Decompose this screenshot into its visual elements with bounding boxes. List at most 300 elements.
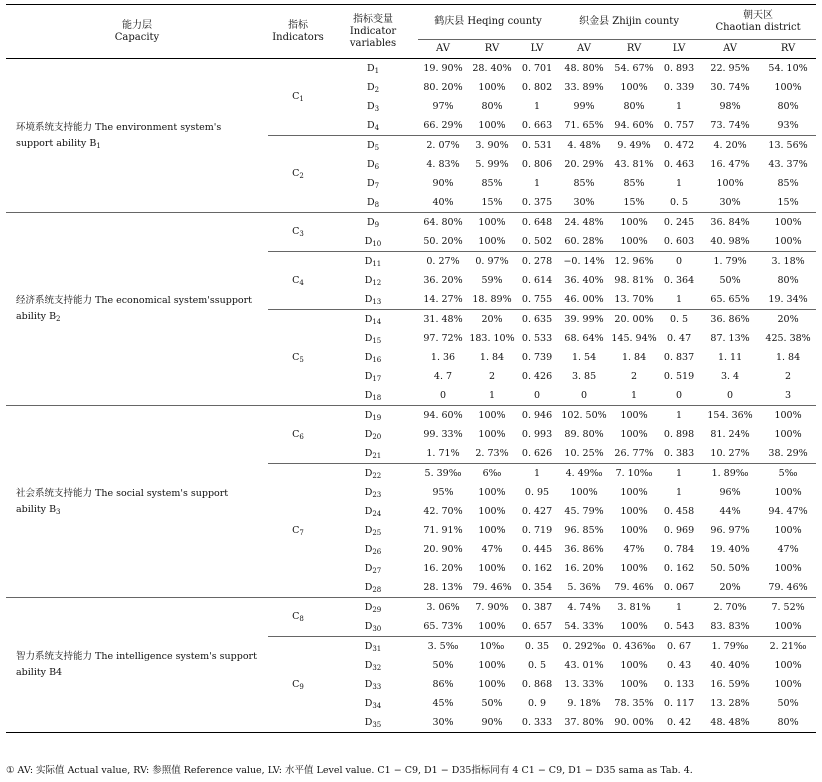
variable-subscript: 8 [374, 200, 380, 209]
variable-cell [328, 637, 418, 657]
variable-cell [328, 713, 418, 733]
value-cell-zhijin-av: 48. 80% [564, 62, 604, 74]
variable-cell [328, 540, 418, 559]
variable-cell [328, 213, 418, 233]
variable-subscript: 16 [372, 355, 382, 364]
value-cell-heqing-lv: 0. 278 [521, 255, 553, 267]
value-cell-zhijin-lv: 0. 364 [663, 274, 695, 286]
variable-cell [328, 483, 418, 502]
value-cell-heqing-av: 80. 20% [423, 81, 463, 93]
value-cell-zhijin-lv: 1 [676, 177, 683, 189]
value-cell-chaotian-rv: 2 [785, 370, 792, 382]
value-cell-zhijin-lv: 0. 969 [663, 524, 695, 536]
value-cell-heqing-lv: 0. 806 [521, 158, 553, 170]
capacity-subscript-b3: 3 [56, 507, 61, 516]
value-cell-heqing-rv: 0. 97% [475, 255, 509, 267]
value-cell-heqing-rv: 1. 84 [479, 351, 505, 363]
value-cell-chaotian-av: 3. 4 [720, 370, 740, 382]
value-cell-heqing-rv: 100% [478, 409, 506, 421]
value-cell-chaotian-rv: 100% [774, 81, 802, 93]
value-cell-zhijin-av: 100% [570, 486, 598, 498]
value-cell-zhijin-rv: 26. 77% [610, 444, 658, 464]
value-cell-zhijin-lv: 1 [658, 290, 700, 310]
indicator-letter: C [292, 274, 300, 286]
indicator-cell-c1 [268, 59, 328, 136]
capacity-cell-b4 [6, 598, 268, 733]
variable-subscript: 6 [374, 162, 380, 171]
value-cell-chaotian-rv: 100% [774, 562, 802, 574]
value-cell-zhijin-av: 0. 292‰ [562, 640, 606, 652]
value-cell-zhijin-av: 102. 50% [561, 409, 607, 421]
variable-subscript: 21 [372, 451, 382, 460]
variable-subscript: 31 [372, 644, 382, 653]
value-cell-heqing-av: 94. 60% [423, 409, 463, 421]
variable-subscript: 20 [372, 432, 382, 441]
variable-letter: D [366, 139, 375, 151]
value-cell-heqing-av: 36. 20% [423, 274, 463, 286]
value-cell-zhijin-lv: 0. 603 [658, 232, 700, 252]
value-cell-zhijin-av: 39. 99% [564, 313, 604, 325]
value-cell-chaotian-rv: 80% [777, 100, 799, 112]
value-cell-heqing-rv: 15% [468, 193, 516, 213]
capacity-table [6, 4, 816, 733]
variable-subscript: 28 [372, 585, 382, 594]
value-cell-heqing-lv: 0. 387 [521, 601, 553, 613]
variable-letter: D [364, 659, 373, 671]
value-cell-zhijin-lv: 0. 67 [666, 640, 692, 652]
value-cell-heqing-av: 28. 13% [418, 578, 468, 598]
value-cell-zhijin-rv: 20. 00% [614, 313, 654, 325]
variable-subscript: 33 [372, 682, 382, 691]
value-cell-heqing-av: 97% [432, 100, 454, 112]
value-cell-chaotian-rv: 80% [760, 713, 816, 733]
value-cell-heqing-rv: 100% [468, 232, 516, 252]
variable-subscript: 1 [374, 66, 380, 75]
value-cell-zhijin-rv: 80% [623, 100, 645, 112]
indicator-subscript: 1 [299, 95, 304, 103]
value-cell-chaotian-av: 10. 27% [700, 444, 760, 464]
variable-letter: D [364, 697, 373, 709]
value-cell-zhijin-lv: 1 [676, 409, 683, 421]
variable-letter: D [364, 274, 373, 286]
variable-cell [328, 232, 418, 252]
value-cell-heqing-av: 20. 90% [423, 543, 463, 555]
variable-letter: D [364, 467, 373, 479]
value-cell-heqing-lv: 0. 701 [521, 62, 553, 74]
value-cell-heqing-lv: 0. 531 [521, 139, 553, 151]
header-indicators-en: Indicators [272, 31, 324, 43]
value-cell-heqing-rv: 47% [481, 543, 503, 555]
value-cell-heqing-av: 2. 07% [426, 139, 460, 151]
value-cell-chaotian-av: 22. 95% [710, 62, 750, 74]
indicator-cell-c5 [268, 310, 328, 406]
value-cell-chaotian-av: 20% [700, 578, 760, 598]
value-cell-zhijin-rv: 15% [610, 193, 658, 213]
col-av: AV [418, 40, 468, 59]
value-cell-chaotian-rv: 100% [774, 409, 802, 421]
value-cell-heqing-rv: 100% [478, 486, 506, 498]
value-cell-zhijin-lv: 1 [676, 486, 683, 498]
value-cell-zhijin-av: 5. 36% [558, 578, 610, 598]
value-cell-chaotian-rv: 50% [777, 697, 799, 709]
value-cell-heqing-lv: 0. 445 [521, 543, 553, 555]
value-cell-heqing-rv: 100% [478, 428, 506, 440]
value-cell-heqing-lv: 0. 5 [527, 659, 547, 671]
header-variables-cn: 指标变量 [353, 13, 393, 25]
value-cell-zhijin-av: 96. 85% [564, 524, 604, 536]
variable-cell [328, 59, 418, 79]
variable-subscript: 26 [372, 547, 382, 556]
indicator-subscript: 8 [299, 615, 304, 623]
value-cell-chaotian-av: 40. 98% [700, 232, 760, 252]
value-cell-chaotian-av: 36. 86% [710, 313, 750, 325]
value-cell-zhijin-av: 89. 80% [564, 428, 604, 440]
value-cell-zhijin-av: 68. 64% [564, 332, 604, 344]
value-cell-heqing-av: 99. 33% [423, 428, 463, 440]
value-cell-zhijin-lv: 1 [676, 467, 683, 479]
value-cell-zhijin-rv: 79. 46% [610, 578, 658, 598]
value-cell-heqing-lv: 0. 663 [516, 116, 558, 136]
indicator-cell-c9 [268, 637, 328, 733]
variable-cell [328, 694, 418, 713]
variable-cell [328, 329, 418, 348]
value-cell-heqing-av: 50% [432, 659, 454, 671]
value-cell-heqing-rv: 7. 90% [475, 601, 509, 613]
variable-subscript: 22 [372, 471, 382, 480]
value-cell-heqing-rv: 100% [478, 562, 506, 574]
value-cell-chaotian-av: 16. 59% [710, 678, 750, 690]
value-cell-zhijin-av: 71. 65% [558, 116, 610, 136]
variable-subscript: 4 [374, 123, 380, 132]
value-cell-zhijin-rv: 1. 84 [621, 351, 647, 363]
variable-subscript: 7 [374, 181, 380, 190]
variable-letter: D [366, 62, 375, 74]
variable-cell [328, 578, 418, 598]
value-cell-chaotian-rv: 20% [777, 313, 799, 325]
value-cell-zhijin-lv: 0. 43 [666, 659, 692, 671]
variable-cell [328, 406, 418, 426]
value-cell-zhijin-av: 30% [558, 193, 610, 213]
value-cell-zhijin-rv: 2 [631, 370, 638, 382]
value-cell-heqing-av: 0 [418, 386, 468, 406]
value-cell-heqing-rv: 5. 99% [475, 158, 509, 170]
value-cell-chaotian-rv: 100% [774, 486, 802, 498]
value-cell-heqing-av: 4. 83% [426, 158, 460, 170]
value-cell-zhijin-lv: 1 [676, 100, 683, 112]
value-cell-chaotian-rv: 100% [774, 428, 802, 440]
value-cell-heqing-lv: 0. 502 [516, 232, 558, 252]
value-cell-zhijin-lv: 0. 117 [663, 697, 695, 709]
value-cell-chaotian-av: 19. 40% [710, 543, 750, 555]
variable-subscript: 12 [372, 278, 382, 287]
value-cell-zhijin-rv: 100% [610, 617, 658, 637]
value-cell-zhijin-rv: 9. 49% [617, 139, 651, 151]
value-cell-zhijin-rv: 0. 436‰ [612, 640, 656, 652]
value-cell-zhijin-rv: 145. 94% [611, 332, 657, 344]
variable-letter: D [364, 428, 373, 440]
variable-cell [328, 97, 418, 116]
variable-cell [328, 155, 418, 174]
header-variables-en: Indicator variables [349, 25, 397, 49]
value-cell-zhijin-lv: 0. 519 [663, 370, 695, 382]
value-cell-heqing-rv: 100% [478, 216, 506, 228]
indicator-subscript: 3 [299, 230, 304, 238]
value-cell-heqing-lv: 0. 993 [521, 428, 553, 440]
variable-subscript: 9 [374, 220, 380, 229]
capacity-cell-b1 [6, 59, 268, 213]
value-cell-zhijin-rv: 100% [610, 232, 658, 252]
value-cell-heqing-av: 50. 20% [418, 232, 468, 252]
value-cell-zhijin-lv: 0. 5 [658, 193, 700, 213]
value-cell-zhijin-lv: 0. 133 [663, 678, 695, 690]
value-cell-chaotian-av: 0 [700, 386, 760, 406]
value-cell-heqing-av: 45% [432, 697, 454, 709]
value-cell-chaotian-av: 13. 28% [710, 697, 750, 709]
value-cell-heqing-lv: 0. 427 [521, 505, 553, 517]
value-cell-zhijin-rv: 85% [623, 177, 645, 189]
value-cell-heqing-lv: 1 [533, 467, 541, 479]
value-cell-zhijin-av: 13. 33% [564, 678, 604, 690]
value-cell-heqing-rv: 183. 10% [469, 332, 515, 344]
value-cell-zhijin-av: 37. 80% [558, 713, 610, 733]
variable-cell [328, 598, 418, 618]
value-cell-heqing-lv: 0. 9 [527, 697, 547, 709]
indicator-letter: C [292, 428, 300, 440]
value-cell-zhijin-lv: 0. 47 [666, 332, 692, 344]
value-cell-heqing-av: 1. 71% [418, 444, 468, 464]
value-cell-heqing-av: 71. 91% [423, 524, 463, 536]
variable-cell [328, 386, 418, 406]
value-cell-heqing-av: 5. 39‰ [424, 467, 462, 479]
value-cell-zhijin-rv: 94. 60% [610, 116, 658, 136]
value-cell-chaotian-rv: 54. 10% [768, 62, 808, 74]
variable-letter: D [364, 543, 373, 555]
col-rv: RV [468, 40, 516, 59]
value-cell-heqing-av: 4. 7 [433, 370, 453, 382]
variable-letter: D [366, 158, 375, 170]
value-cell-chaotian-av: 30. 74% [710, 81, 750, 93]
value-cell-heqing-lv: 0. 648 [521, 216, 553, 228]
value-cell-zhijin-av: 24. 48% [564, 216, 604, 228]
variable-letter: D [364, 524, 373, 536]
value-cell-heqing-rv: 100% [478, 524, 506, 536]
value-cell-zhijin-lv: 0. 898 [663, 428, 695, 440]
value-cell-chaotian-rv: 19. 34% [760, 290, 816, 310]
value-cell-chaotian-av: 81. 24% [710, 428, 750, 440]
value-cell-chaotian-rv: 43. 37% [768, 158, 808, 170]
variable-letter: D [364, 716, 373, 728]
footnote [6, 765, 816, 777]
value-cell-heqing-rv: 20% [481, 313, 503, 325]
value-cell-chaotian-rv: 2. 21‰ [769, 640, 807, 652]
value-cell-heqing-lv: 0. 719 [521, 524, 553, 536]
value-cell-chaotian-rv: 93% [760, 116, 816, 136]
value-cell-heqing-av: 0. 27% [426, 255, 460, 267]
value-cell-heqing-lv: 0. 868 [521, 678, 553, 690]
value-cell-heqing-lv: 0. 946 [521, 409, 553, 421]
variable-letter: D [364, 313, 373, 325]
value-cell-heqing-av: 31. 48% [423, 313, 463, 325]
variable-letter: D [364, 678, 373, 690]
value-cell-heqing-rv: 100% [478, 81, 506, 93]
footnote-text: ① AV: 实际值 Actual value, RV: 参照值 Reference value, LV: 水平值 Level value. C1 − C9, D1 − D35指标同有 4 C1 − C9, D1 − D35 sama as Tab. 4. [6, 765, 693, 776]
value-cell-zhijin-rv: 78. 35% [614, 697, 654, 709]
value-cell-zhijin-av: 10. 25% [558, 444, 610, 464]
value-cell-chaotian-rv: 94. 47% [768, 505, 808, 517]
value-cell-chaotian-av: 50% [719, 274, 741, 286]
value-cell-zhijin-rv: 100% [620, 678, 648, 690]
value-cell-heqing-rv: 79. 46% [468, 578, 516, 598]
value-cell-heqing-av: 1. 36 [430, 351, 456, 363]
value-cell-zhijin-lv: 0. 893 [663, 62, 695, 74]
value-cell-zhijin-rv: 100% [620, 659, 648, 671]
variable-letter: D [366, 196, 375, 208]
value-cell-chaotian-rv: 100% [774, 678, 802, 690]
value-cell-heqing-lv: 1 [533, 100, 541, 112]
value-cell-chaotian-rv: 80% [777, 274, 799, 286]
table-body [6, 59, 816, 733]
variable-letter: D [364, 562, 373, 574]
indicator-cell-c6 [268, 406, 328, 464]
value-cell-chaotian-rv: 79. 46% [760, 578, 816, 598]
value-cell-chaotian-av: 96% [719, 486, 741, 498]
indicator-letter: C [292, 91, 300, 102]
indicator-letter: C [292, 226, 300, 237]
variable-subscript: 18 [372, 393, 382, 402]
value-cell-heqing-rv: 100% [468, 617, 516, 637]
header-chaotian-cn: 朝天区 [743, 10, 774, 21]
value-cell-zhijin-rv: 100% [620, 505, 648, 517]
variable-letter: D [366, 216, 375, 228]
value-cell-zhijin-lv: 0 [676, 255, 683, 267]
indicator-subscript: 7 [299, 528, 304, 537]
value-cell-heqing-lv: 1 [533, 177, 541, 189]
value-cell-zhijin-lv: 0. 339 [663, 81, 695, 93]
value-cell-zhijin-av: 46. 00% [558, 290, 610, 310]
variable-subscript: 35 [372, 720, 382, 729]
value-cell-zhijin-lv: 1 [676, 601, 683, 613]
value-cell-chaotian-rv: 100% [774, 216, 802, 228]
variable-subscript: 27 [372, 566, 382, 575]
value-cell-zhijin-rv: 100% [620, 409, 648, 421]
indicator-subscript: 5 [299, 355, 304, 364]
value-cell-zhijin-rv: 13. 70% [610, 290, 658, 310]
variable-subscript: 14 [372, 317, 382, 326]
value-cell-zhijin-av: 36. 40% [564, 274, 604, 286]
variable-cell [328, 78, 418, 97]
value-cell-heqing-lv: 0. 635 [521, 313, 553, 325]
indicator-cell-c4 [268, 252, 328, 310]
value-cell-heqing-av: 16. 20% [423, 562, 463, 574]
value-cell-zhijin-lv: 0. 067 [658, 578, 700, 598]
variable-cell [328, 444, 418, 464]
value-cell-heqing-lv: 0. 614 [521, 274, 553, 286]
value-cell-heqing-lv: 0. 739 [521, 351, 553, 363]
value-cell-heqing-lv: 0. 657 [516, 617, 558, 637]
value-cell-heqing-lv: 0. 35 [524, 640, 550, 652]
variable-letter: D [364, 409, 373, 421]
value-cell-zhijin-rv: 1 [610, 386, 658, 406]
value-cell-heqing-av: 90% [432, 177, 454, 189]
value-cell-chaotian-rv: 100% [760, 617, 816, 637]
value-cell-heqing-lv: 0. 755 [516, 290, 558, 310]
variable-letter: D [366, 100, 375, 112]
value-cell-chaotian-av: 1. 79% [713, 255, 747, 267]
value-cell-heqing-rv: 6‰ [482, 467, 502, 479]
value-cell-chaotian-av: 65. 65% [700, 290, 760, 310]
value-cell-heqing-lv: 0. 626 [516, 444, 558, 464]
value-cell-zhijin-rv: 90. 00% [610, 713, 658, 733]
value-cell-heqing-lv: 0. 533 [521, 332, 553, 344]
value-cell-zhijin-rv: 100% [620, 524, 648, 536]
value-cell-zhijin-lv: 0 [658, 386, 700, 406]
value-cell-heqing-lv: 0. 354 [516, 578, 558, 598]
header-capacity-en: Capacity [114, 31, 160, 43]
variable-subscript: 19 [372, 413, 382, 422]
table-row [6, 598, 816, 618]
value-cell-heqing-av: 64. 80% [423, 216, 463, 228]
value-cell-heqing-lv: 0. 333 [516, 713, 558, 733]
value-cell-heqing-av: 97. 72% [423, 332, 463, 344]
value-cell-zhijin-lv: 0. 245 [663, 216, 695, 228]
variable-cell [328, 425, 418, 444]
value-cell-zhijin-lv: 0. 5 [669, 313, 689, 325]
value-cell-chaotian-av: 83. 83% [700, 617, 760, 637]
variable-cell [328, 252, 418, 272]
value-cell-chaotian-av: 96. 97% [710, 524, 750, 536]
indicator-letter: C [292, 678, 300, 690]
variable-subscript: 32 [372, 663, 382, 672]
table-row [6, 59, 816, 79]
value-cell-zhijin-rv: 3. 81% [617, 601, 651, 613]
indicator-subscript: 9 [299, 682, 304, 691]
value-cell-chaotian-av: 1. 11 [717, 351, 743, 363]
value-cell-zhijin-av: 60. 28% [558, 232, 610, 252]
value-cell-chaotian-av: 1. 89‰ [711, 467, 749, 479]
value-cell-zhijin-rv: 100% [620, 486, 648, 498]
variable-subscript: 15 [372, 336, 382, 345]
value-cell-heqing-av: 3. 06% [426, 601, 460, 613]
value-cell-heqing-av: 86% [432, 678, 454, 690]
value-cell-heqing-rv: 59% [481, 274, 503, 286]
value-cell-zhijin-rv: 54. 67% [614, 62, 654, 74]
value-cell-zhijin-av: 85% [573, 177, 595, 189]
value-cell-heqing-rv: 90% [468, 713, 516, 733]
value-cell-chaotian-av: 87. 13% [710, 332, 750, 344]
variable-subscript: 3 [374, 104, 380, 113]
value-cell-heqing-rv: 80% [481, 100, 503, 112]
variable-letter: D [364, 370, 373, 382]
capacity-label-b4: 智力系统支持能力 The intelligence system's support ability B4 [16, 651, 257, 678]
value-cell-zhijin-av: 3. 85 [571, 370, 597, 382]
header-capacity [6, 5, 268, 59]
variable-subscript: 24 [372, 509, 382, 518]
variable-letter: D [364, 581, 373, 593]
value-cell-chaotian-rv: 38. 29% [760, 444, 816, 464]
header-indicators-cn: 指标 [288, 19, 308, 31]
value-cell-zhijin-rv: 100% [620, 216, 648, 228]
variable-cell [328, 367, 418, 386]
value-cell-heqing-lv: 0. 802 [521, 81, 553, 93]
value-cell-chaotian-rv: 100% [760, 232, 816, 252]
variable-letter: D [364, 447, 373, 459]
value-cell-heqing-rv: 100% [478, 659, 506, 671]
value-cell-heqing-rv: 1 [468, 386, 516, 406]
capacity-subscript-b2: 2 [56, 315, 61, 323]
value-cell-chaotian-rv: 7. 52% [771, 601, 805, 613]
value-cell-heqing-rv: 18. 89% [468, 290, 516, 310]
variable-subscript: 23 [372, 490, 382, 499]
